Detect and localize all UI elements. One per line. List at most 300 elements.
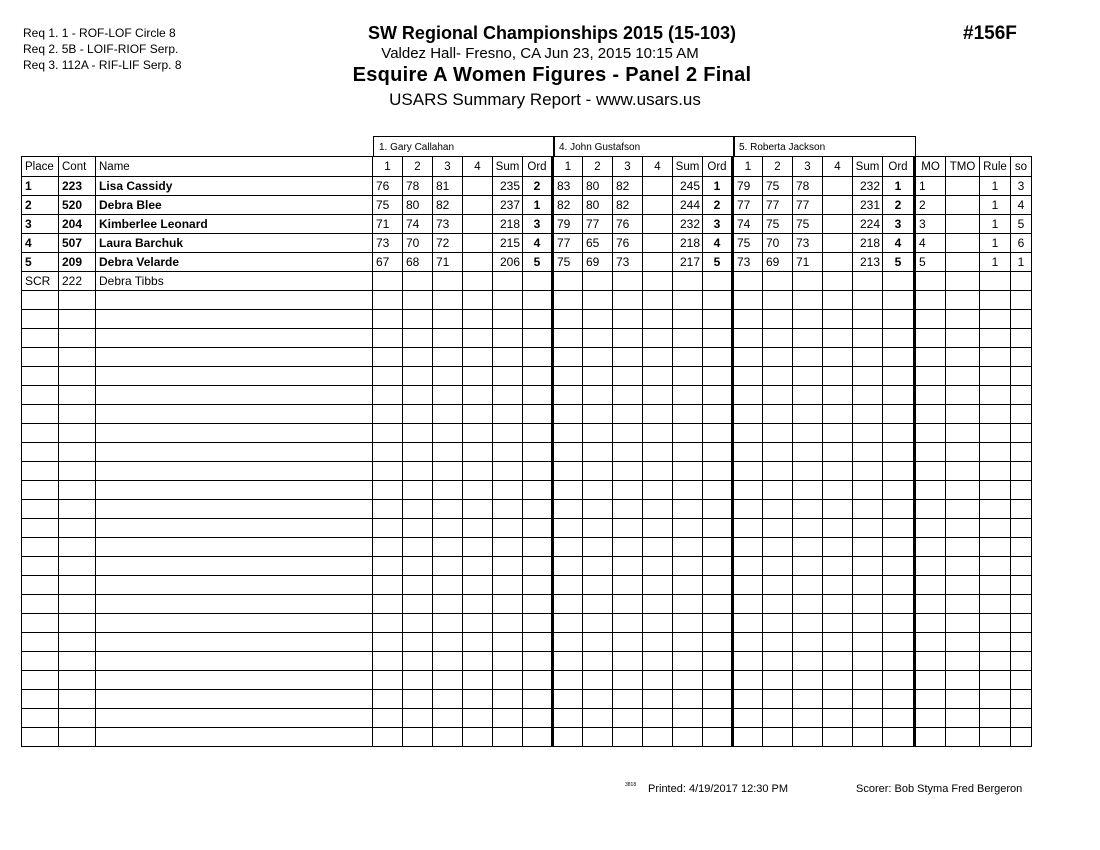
so-cell [1011,709,1032,728]
ordinal-cell [703,728,733,747]
name-cell: Laura Barchuk [96,234,373,253]
mark-cell [613,348,643,367]
mark-cell [433,671,463,690]
mark-cell [583,443,613,462]
mark-cell [823,310,853,329]
mo-cell [915,614,946,633]
mark-cell [763,462,793,481]
name-cell [96,690,373,709]
so-cell [1011,424,1032,443]
sum-cell [853,519,883,538]
name-cell [96,481,373,500]
mark-cell [643,690,673,709]
place-cell: 3 [22,215,59,234]
mark-header: 1 [373,157,403,177]
ordinal-cell [883,386,915,405]
contestant-number-cell [59,614,96,633]
mark-cell [463,576,493,595]
place-cell [22,576,59,595]
ordinal-cell [703,348,733,367]
mark-cell: 72 [433,234,463,253]
mark-cell [643,728,673,747]
sum-cell [493,405,523,424]
ordinal-cell [883,272,915,291]
tmo-cell [946,633,980,652]
mark-cell [763,424,793,443]
empty-row [22,481,1032,500]
ordinal-cell [523,538,553,557]
mark-cell [583,329,613,348]
mark-cell [643,500,673,519]
mark-cell [643,348,673,367]
mark-cell [583,671,613,690]
place-cell [22,329,59,348]
mark-cell [643,443,673,462]
mark-cell [793,405,823,424]
mark-cell: 77 [553,234,583,253]
place-cell [22,728,59,747]
ordinal-cell [883,690,915,709]
mark-cell [643,310,673,329]
mark-cell [373,329,403,348]
sum-cell [853,690,883,709]
name-cell [96,386,373,405]
mark-header: 1 [553,157,583,177]
tmo-cell [946,728,980,747]
tmo-cell [946,348,980,367]
mark-cell: 75 [373,196,403,215]
contestant-number-cell [59,709,96,728]
empty-row [22,291,1032,310]
tmo-cell [946,196,980,215]
mark-cell: 71 [793,253,823,272]
ordinal-cell [703,291,733,310]
mark-cell [433,424,463,443]
contestant-number-cell: 520 [59,196,96,215]
ordinal-cell [703,481,733,500]
rule-cell [980,557,1011,576]
name-cell [96,728,373,747]
mark-cell: 73 [433,215,463,234]
mark-header: 4 [643,157,673,177]
mark-cell [613,367,643,386]
sum-cell [853,538,883,557]
mark-cell [463,690,493,709]
mark-cell [823,272,853,291]
mark-cell: 65 [583,234,613,253]
empty-row [22,405,1032,424]
rule-cell [980,481,1011,500]
mark-cell [403,538,433,557]
ordinal-cell: 3 [883,215,915,234]
mo-cell [915,500,946,519]
so-cell [1011,272,1032,291]
tmo-cell [946,367,980,386]
ordinal-cell [523,272,553,291]
contestant-number-cell: 223 [59,177,96,196]
mark-cell [613,709,643,728]
mark-header: 2 [763,157,793,177]
mark-cell [463,386,493,405]
empty-row [22,386,1032,405]
name-cell: Debra Tibbs [96,272,373,291]
ordinal-cell [523,424,553,443]
mark-cell [823,557,853,576]
name-cell: Debra Velarde [96,253,373,272]
contestant-number-cell [59,462,96,481]
mark-cell [793,310,823,329]
rule-cell [980,386,1011,405]
ordinal-cell [703,272,733,291]
sum-cell: 218 [853,234,883,253]
contestant-number-cell: 507 [59,234,96,253]
name-cell [96,709,373,728]
ordinal-cell [703,595,733,614]
mark-cell [433,614,463,633]
mark-cell [583,386,613,405]
ordinal-cell [523,405,553,424]
mark-cell [553,481,583,500]
contestant-number-cell [59,405,96,424]
mark-cell [553,348,583,367]
mark-cell [433,690,463,709]
ordinal-cell [523,690,553,709]
judge-header: 5. Roberta Jackson [733,136,916,156]
tmo-cell [946,424,980,443]
requirement-line: Req 3. 112A - RIF-LIF Serp. 8 [23,58,182,72]
contestant-number-cell: 222 [59,272,96,291]
so-cell [1011,291,1032,310]
mark-cell [463,234,493,253]
tmo-cell [946,595,980,614]
mark-cell [403,576,433,595]
rule-cell [980,595,1011,614]
ordinal-cell: 5 [883,253,915,272]
mark-cell [733,709,763,728]
scorer-names: Scorer: Bob Styma Fred Bergeron [856,783,1023,795]
mark-cell [763,595,793,614]
ordinal-cell [883,481,915,500]
contestant-number-cell [59,424,96,443]
rule-cell [980,272,1011,291]
rule-cell [980,500,1011,519]
so-cell: 1 [1011,253,1032,272]
mark-cell [403,481,433,500]
rule-cell [980,671,1011,690]
mark-cell [463,253,493,272]
sum-cell [493,272,523,291]
judge-header: 1. Gary Callahan [373,136,555,156]
ordinal-cell [523,367,553,386]
place-cell [22,481,59,500]
ordinal-cell: 2 [883,196,915,215]
mark-cell [733,405,763,424]
mark-cell [643,652,673,671]
mark-cell [583,291,613,310]
mark-cell [643,614,673,633]
mark-cell [613,291,643,310]
venue-date: Valdez Hall- Fresno, CA Jun 23, 2015 10:15 AM [381,45,699,62]
sum-cell: 232 [673,215,703,234]
result-row [22,215,1032,234]
mark-cell: 82 [433,196,463,215]
mark-cell [733,291,763,310]
mark-cell [583,519,613,538]
mark-cell [763,481,793,500]
mo-cell [915,481,946,500]
ordinal-cell [883,405,915,424]
name-cell [96,538,373,557]
ordinal-cell [883,709,915,728]
tmo-header: TMO [946,157,980,177]
mark-cell [403,633,433,652]
sum-cell [493,386,523,405]
tmo-cell [946,443,980,462]
result-row [22,234,1032,253]
sum-cell [853,633,883,652]
mark-cell [463,310,493,329]
mark-cell [823,500,853,519]
rule-cell [980,310,1011,329]
mark-cell [463,728,493,747]
ordinal-cell [523,310,553,329]
sum-cell [673,557,703,576]
rule-cell: 1 [980,234,1011,253]
mo-cell [915,709,946,728]
ordinal-cell [883,443,915,462]
sum-cell [493,500,523,519]
sum-cell [673,595,703,614]
sum-cell: 231 [853,196,883,215]
sum-cell [853,291,883,310]
place-cell [22,709,59,728]
mark-cell [733,728,763,747]
mark-cell [793,367,823,386]
mark-cell [373,519,403,538]
contestant-number-cell [59,329,96,348]
mark-cell [553,633,583,652]
name-cell [96,557,373,576]
ordinal-cell [703,500,733,519]
mark-cell [823,348,853,367]
tmo-cell [946,177,980,196]
mark-cell [553,709,583,728]
sum-cell [493,443,523,462]
mark-cell [823,443,853,462]
place-cell: SCR [22,272,59,291]
ordinal-cell [883,329,915,348]
contestant-number-cell [59,728,96,747]
ordinal-cell [703,443,733,462]
mo-cell [915,424,946,443]
mark-cell [613,652,643,671]
mark-cell [823,576,853,595]
mark-cell [433,728,463,747]
mark-cell [433,310,463,329]
mark-cell: 73 [733,253,763,272]
empty-row [22,557,1032,576]
mark-cell [403,709,433,728]
mark-cell [763,367,793,386]
mark-cell [583,481,613,500]
empty-row [22,709,1032,728]
sum-cell [493,576,523,595]
so-cell [1011,671,1032,690]
mark-cell: 80 [583,177,613,196]
mark-cell [463,709,493,728]
mark-cell: 70 [763,234,793,253]
place-cell [22,424,59,443]
event-name: Esquire A Women Figures - Panel 2 Final [352,64,752,86]
mark-cell [763,709,793,728]
name-cell [96,576,373,595]
mark-cell [463,443,493,462]
contestant-number-cell [59,386,96,405]
mark-cell [433,633,463,652]
name-cell [96,519,373,538]
ordinal-cell [883,538,915,557]
mark-cell [763,728,793,747]
mark-cell [823,424,853,443]
name-cell [96,367,373,386]
mark-cell [403,424,433,443]
sum-cell: 213 [853,253,883,272]
place-cell [22,291,59,310]
contestant-number-cell [59,519,96,538]
ordinal-cell [523,595,553,614]
mark-cell [613,595,643,614]
mark-cell [643,253,673,272]
ordinal-cell [523,614,553,633]
ordinal-cell [523,291,553,310]
mark-cell [823,215,853,234]
mark-cell [373,633,403,652]
mark-cell [553,386,583,405]
mark-header: 1 [733,157,763,177]
rule-cell [980,690,1011,709]
mo-cell: 2 [915,196,946,215]
mark-cell [433,443,463,462]
mark-cell [733,424,763,443]
ordinal-cell: 2 [523,177,553,196]
sum-cell: 245 [673,177,703,196]
rule-cell [980,291,1011,310]
name-cell [96,671,373,690]
name-cell [96,291,373,310]
mark-cell [643,405,673,424]
mark-cell [553,310,583,329]
empty-row [22,443,1032,462]
sum-cell [853,709,883,728]
rule-cell [980,462,1011,481]
mo-cell [915,272,946,291]
mark-cell [463,291,493,310]
mark-cell [403,519,433,538]
mo-cell [915,310,946,329]
mark-cell [643,272,673,291]
name-cell [96,462,373,481]
empty-row [22,728,1032,747]
place-cell: 5 [22,253,59,272]
sum-cell: 235 [493,177,523,196]
contestant-number-cell [59,652,96,671]
mo-cell [915,728,946,747]
contestant-number-cell [59,348,96,367]
mark-cell [583,633,613,652]
sum-cell [673,633,703,652]
rule-cell [980,538,1011,557]
mark-cell [643,481,673,500]
mark-cell: 78 [793,177,823,196]
so-cell [1011,386,1032,405]
mark-cell [463,462,493,481]
mark-cell: 71 [433,253,463,272]
so-cell [1011,690,1032,709]
empty-row [22,595,1032,614]
mark-cell [373,576,403,595]
mark-cell [463,595,493,614]
sum-cell: 218 [673,234,703,253]
mark-cell [463,519,493,538]
mark-cell [583,557,613,576]
sum-header: Sum [673,157,703,177]
mark-cell [763,405,793,424]
mark-cell [373,557,403,576]
mark-cell [553,272,583,291]
mark-cell [373,443,403,462]
place-cell [22,538,59,557]
mark-cell: 77 [583,215,613,234]
ordinal-cell [523,633,553,652]
mark-cell [643,671,673,690]
mark-cell: 74 [403,215,433,234]
mark-cell [403,310,433,329]
ordinal-cell: 3 [523,215,553,234]
empty-row [22,424,1032,443]
ordinal-cell: 4 [703,234,733,253]
ordinal-cell [883,519,915,538]
mark-cell [823,614,853,633]
tmo-cell [946,481,980,500]
mark-cell [763,576,793,595]
ordinal-cell [703,329,733,348]
mark-cell [793,690,823,709]
mark-cell [733,557,763,576]
sum-cell [493,291,523,310]
ordinal-cell [883,671,915,690]
sum-cell [853,405,883,424]
mark-cell [733,462,763,481]
mark-cell [373,462,403,481]
rule-header: Rule [980,157,1011,177]
place-cell [22,633,59,652]
ordinal-cell [703,709,733,728]
mark-cell [733,633,763,652]
mark-cell [373,291,403,310]
place-cell [22,367,59,386]
tmo-cell [946,253,980,272]
contestant-number-cell [59,291,96,310]
empty-row [22,633,1032,652]
rule-cell [980,614,1011,633]
sum-cell [493,652,523,671]
mark-cell [613,728,643,747]
mark-cell [553,462,583,481]
mark-cell [463,614,493,633]
mark-cell [463,215,493,234]
mark-cell [403,405,433,424]
mark-cell [433,462,463,481]
